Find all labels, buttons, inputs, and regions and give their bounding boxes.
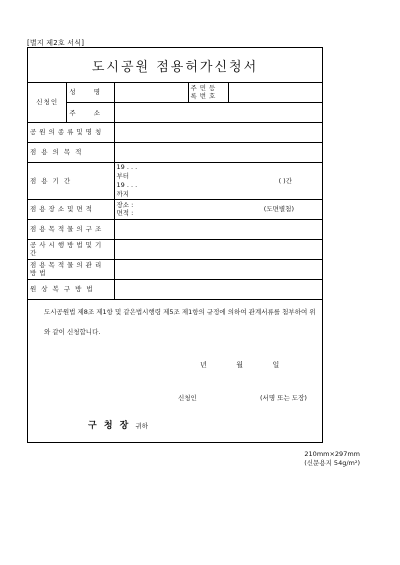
paper-spec bbox=[304, 450, 360, 468]
form-table bbox=[28, 82, 322, 300]
purpose-field[interactable] bbox=[114, 142, 322, 162]
resident-number-field[interactable] bbox=[228, 82, 322, 102]
period-to-suffix: 까지 bbox=[116, 189, 130, 198]
applicant-name-row bbox=[28, 82, 322, 102]
name-label: 성 명 bbox=[67, 82, 114, 102]
period-row bbox=[28, 162, 322, 199]
construction-label: 공사시행방법및기간 bbox=[28, 239, 114, 259]
date-year: 년 bbox=[200, 361, 207, 369]
date-month: 월 bbox=[236, 361, 243, 369]
applicant-address-row bbox=[28, 102, 322, 122]
period-duration: ( )간 bbox=[278, 176, 292, 185]
purpose-label: 점용의목적 bbox=[28, 142, 114, 162]
period-to-year: 19 bbox=[116, 180, 125, 189]
name-field[interactable] bbox=[114, 82, 188, 102]
address-label: 주 소 bbox=[67, 102, 114, 122]
construction-row bbox=[28, 239, 322, 259]
period-from-year: 19 bbox=[116, 162, 125, 171]
period-field[interactable] bbox=[114, 162, 322, 199]
place-area-label: 점용장소및면적 bbox=[28, 199, 114, 219]
structure-row bbox=[28, 219, 322, 239]
restoration-row bbox=[28, 279, 322, 299]
place-area-row bbox=[28, 199, 322, 219]
management-label: 점용목적물의관리방법 bbox=[28, 259, 114, 279]
structure-field[interactable] bbox=[114, 219, 322, 239]
addressee-suffix: 귀하 bbox=[135, 422, 149, 430]
period-to-sep: . . . bbox=[126, 180, 138, 189]
date-line bbox=[200, 360, 306, 370]
title-row bbox=[28, 48, 322, 83]
applicant-label: 신청인 bbox=[28, 82, 67, 122]
signature-note: (서명 또는 도장) bbox=[260, 394, 307, 402]
drawing-note: (도면별첨) bbox=[263, 205, 294, 213]
park-type-row bbox=[28, 122, 322, 142]
management-field[interactable] bbox=[114, 259, 322, 279]
resident-number-label: 주민등록번호 bbox=[188, 82, 228, 102]
form-title: 도시공원 점용허가신청서 bbox=[91, 59, 259, 75]
date-day: 일 bbox=[272, 361, 280, 369]
addressee bbox=[88, 418, 148, 431]
place-label: 장소 : bbox=[116, 201, 134, 209]
purpose-row bbox=[28, 142, 322, 162]
form-number-tag: [별지 제2호 서식] bbox=[27, 39, 85, 47]
management-row bbox=[28, 259, 322, 279]
construction-field[interactable] bbox=[114, 239, 322, 259]
area-label: 면적 : bbox=[116, 209, 134, 217]
park-type-label: 공원의종류및명칭 bbox=[28, 122, 114, 142]
park-type-field[interactable] bbox=[114, 122, 322, 142]
place-area-field[interactable] bbox=[114, 199, 322, 219]
addressee-name: 구 청 장 bbox=[88, 421, 131, 431]
statement-paragraph: 도시공원법 제8조 제1항 및 같은법시행령 제5조 제1항의 규정에 의하여 관계서류를 첨부하여 위와 같이 신청합니다. bbox=[44, 308, 316, 336]
paper-weight: (신문용지 54g/m²) bbox=[304, 459, 360, 467]
period-label: 점용기간 bbox=[28, 162, 114, 199]
structure-label: 점용목적물의구조 bbox=[28, 219, 114, 239]
period-from-suffix: 부터 bbox=[116, 171, 130, 180]
paper-size: 210mm×297mm bbox=[304, 450, 360, 458]
signature-label: 신청인 bbox=[178, 394, 197, 402]
statement-text bbox=[36, 302, 318, 342]
address-field[interactable] bbox=[114, 102, 322, 122]
restoration-label: 원상복구방법 bbox=[28, 279, 114, 299]
restoration-field[interactable] bbox=[114, 279, 322, 299]
application-form bbox=[27, 47, 323, 443]
period-from-sep: . . . bbox=[126, 162, 138, 171]
